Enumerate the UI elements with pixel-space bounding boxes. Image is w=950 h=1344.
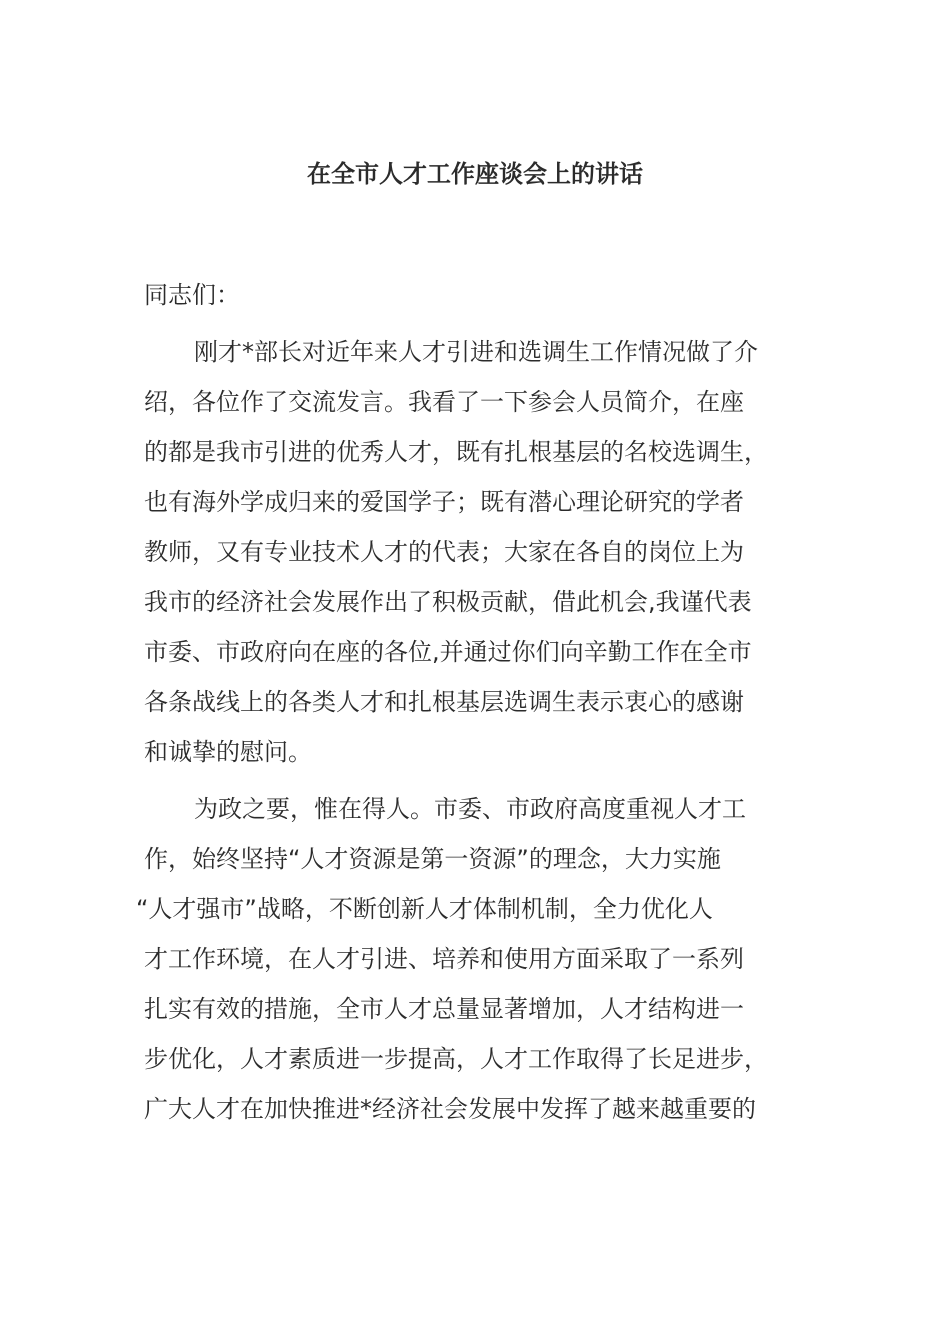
- salutation: 同志们：: [144, 281, 240, 309]
- paragraph-2: [136, 784, 804, 1134]
- text-line: 各条战线上的各类人才和扎根基层选调生表示衷心的感谢: [144, 688, 744, 716]
- document-body: [136, 270, 804, 1134]
- text-line: 步优化，人才素质进一步提高，人才工作取得了长足进步，: [144, 1045, 768, 1073]
- text-line: 也有海外学成归来的爱国学子；既有潜心理论研究的学者: [144, 488, 744, 516]
- text-line: 教师，又有专业技术人才的代表；大家在各自的岗位上为: [144, 538, 744, 566]
- text-line: 和诚挚的慰问。: [144, 738, 312, 766]
- document-title: 在全市人才工作座谈会上的讲话: [307, 160, 643, 188]
- text-line: 才工作环境，在人才引进、培养和使用方面采取了一系列: [144, 945, 744, 973]
- text-line: 我市的经济社会发展作出了积极贡献，借此机会,我谨代表: [144, 588, 752, 616]
- text-line: 为政之要，惟在得人。市委、市政府高度重视人才工: [194, 795, 746, 823]
- text-line: “人才强市”战略，不断创新人才体制机制，全力优化人: [136, 895, 713, 923]
- text-line: 绍，各位作了交流发言。我看了一下参会人员简介，在座: [144, 388, 744, 416]
- text-line: 的都是我市引进的优秀人才，既有扎根基层的名校选调生，: [144, 438, 768, 466]
- text-line: 广大人才在加快推进*经济社会发展中发挥了越来越重要的: [144, 1095, 756, 1123]
- text-line: 刚才*部长对近年来人才引进和选调生工作情况做了介: [194, 338, 758, 366]
- paragraph-1: [144, 327, 804, 777]
- text-line: 扎实有效的措施，全市人才总量显著增加，人才结构进一: [144, 995, 744, 1023]
- text-line: 市委、市政府向在座的各位,并通过你们向辛勤工作在全市: [144, 638, 752, 666]
- text-line: 作，始终坚持“人才资源是第一资源”的理念，大力实施: [144, 845, 721, 873]
